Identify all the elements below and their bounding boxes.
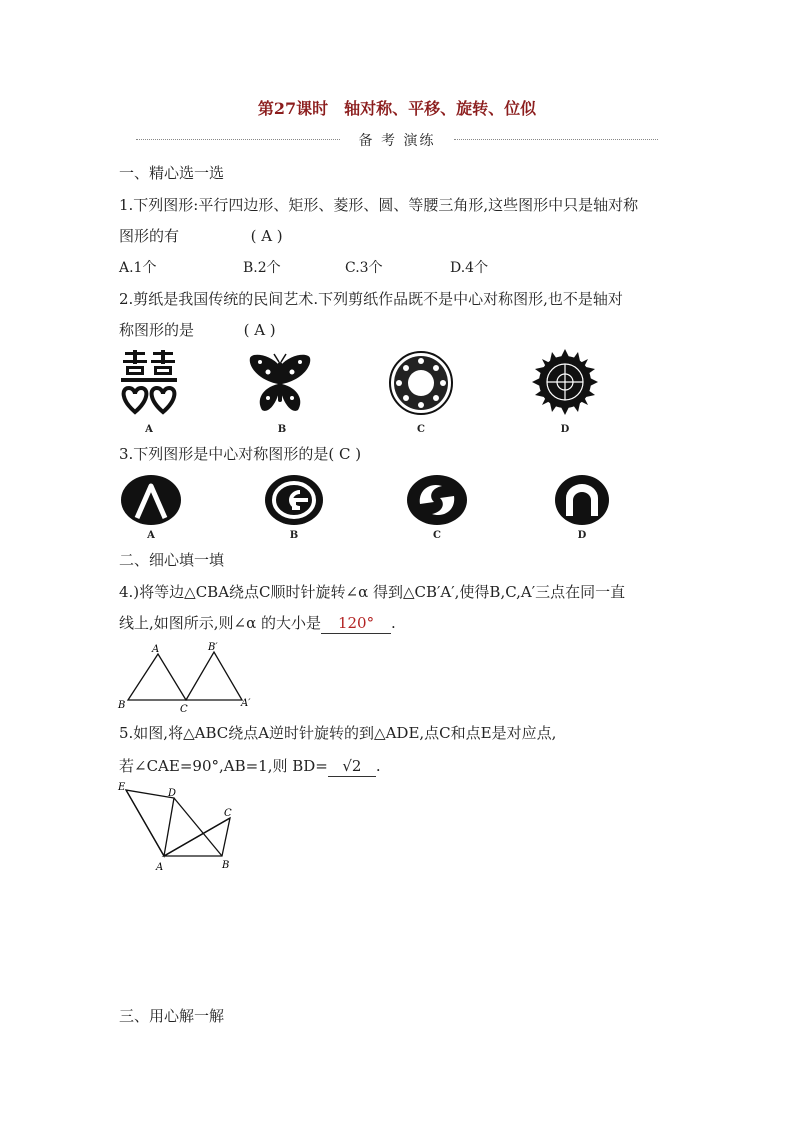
logo-g-image: [264, 474, 324, 526]
logo-arch-image: [554, 474, 610, 526]
q1-option-c: C.3个: [345, 260, 383, 276]
q4-label-a-prime: A′: [241, 698, 251, 709]
q2-label-b: B: [277, 424, 287, 435]
q4-label-b-prime: B′: [208, 642, 218, 653]
section-heading-2: 二、细心填一填: [119, 551, 225, 569]
q1-text-line2: [119, 226, 283, 246]
q5-label-c: C: [224, 808, 232, 819]
q3-label-c: C: [433, 530, 441, 541]
q2-label-d: D: [560, 424, 570, 435]
q5-period: .: [375, 757, 381, 775]
q5-label-a: A: [156, 862, 164, 873]
q1-option-a: A.1个: [119, 260, 157, 276]
q4-label-b: B: [118, 700, 126, 711]
q5-rotation-figure: [114, 780, 244, 876]
q5-stem: 若∠CAE=90°,AB=1,则 BD=: [119, 757, 328, 775]
page-title: [0, 96, 794, 119]
papercut-ring-image: [388, 350, 454, 416]
lesson-number: 第27课时: [257, 99, 329, 118]
divider-right: [454, 139, 658, 140]
section-heading-3: 三、用心解一解: [119, 1007, 225, 1025]
q5-label-b: B: [222, 860, 230, 871]
logo-swirl-image: [406, 474, 468, 526]
q5-text-line2: [119, 756, 381, 777]
subtitle-row: [136, 130, 658, 152]
q4-stem: 线上,如图所示,则∠α 的大小是: [119, 614, 322, 632]
q5-answer-blank: √2: [328, 756, 376, 777]
q3-answer: ( C ): [328, 445, 362, 463]
q5-label-d: D: [168, 788, 177, 799]
subtitle: 备 考 演练: [358, 133, 436, 149]
q2-text-line2: [119, 320, 276, 340]
q1-text-line1: 1.下列图形:平行四边形、矩形、菱形、圆、等腰三角形,这些图形中只是轴对称: [119, 196, 639, 214]
section-heading-1: 一、精心选一选: [119, 164, 225, 182]
q5-label-e: E: [118, 782, 126, 793]
q3-label-d: D: [577, 530, 587, 541]
q2-text-line1: 2.剪纸是我国传统的民间艺术.下列剪纸作品既不是中心对称图形,也不是轴对: [119, 290, 623, 308]
lesson-topic: 轴对称、平移、旋转、位似: [344, 99, 537, 118]
q1-answer: ( A ): [250, 227, 283, 245]
q5-text-line1: 5.如图,将△ABC绕点A逆时针旋转的到△ADE,点C和点E是对应点,: [119, 724, 557, 742]
q1-option-b: B.2个: [243, 260, 281, 276]
q1-stem: 图形的有: [119, 227, 180, 245]
q3-text: [119, 444, 361, 464]
q4-text-line1: 4.)将等边△CBA绕点C顺时针旋转∠α 得到△CB′A′,使得B,C,A′三点在同一直: [119, 583, 626, 601]
q4-label-a: A: [152, 644, 160, 655]
q2-label-a: A: [145, 424, 153, 435]
logo-triangle-image: [120, 474, 182, 526]
papercut-butterfly-image: [248, 352, 312, 414]
q4-text-line2: [119, 613, 396, 634]
q4-answer-blank: 120°: [321, 613, 391, 634]
q4-label-c: C: [180, 704, 188, 714]
q4-period: .: [391, 614, 396, 632]
papercut-sun-image: [530, 347, 600, 417]
q3-label-a: A: [147, 530, 155, 541]
q4-rotation-figure: [116, 640, 256, 714]
q1-option-d: D.4个: [450, 260, 489, 276]
q2-stem: 称图形的是: [119, 321, 195, 339]
papercut-double-happiness-image: [119, 350, 179, 420]
q3-label-b: B: [289, 530, 299, 541]
q2-answer: ( A ): [243, 321, 276, 339]
q2-label-c: C: [417, 424, 425, 435]
q3-stem: 3.下列图形是中心对称图形的是: [119, 445, 329, 463]
